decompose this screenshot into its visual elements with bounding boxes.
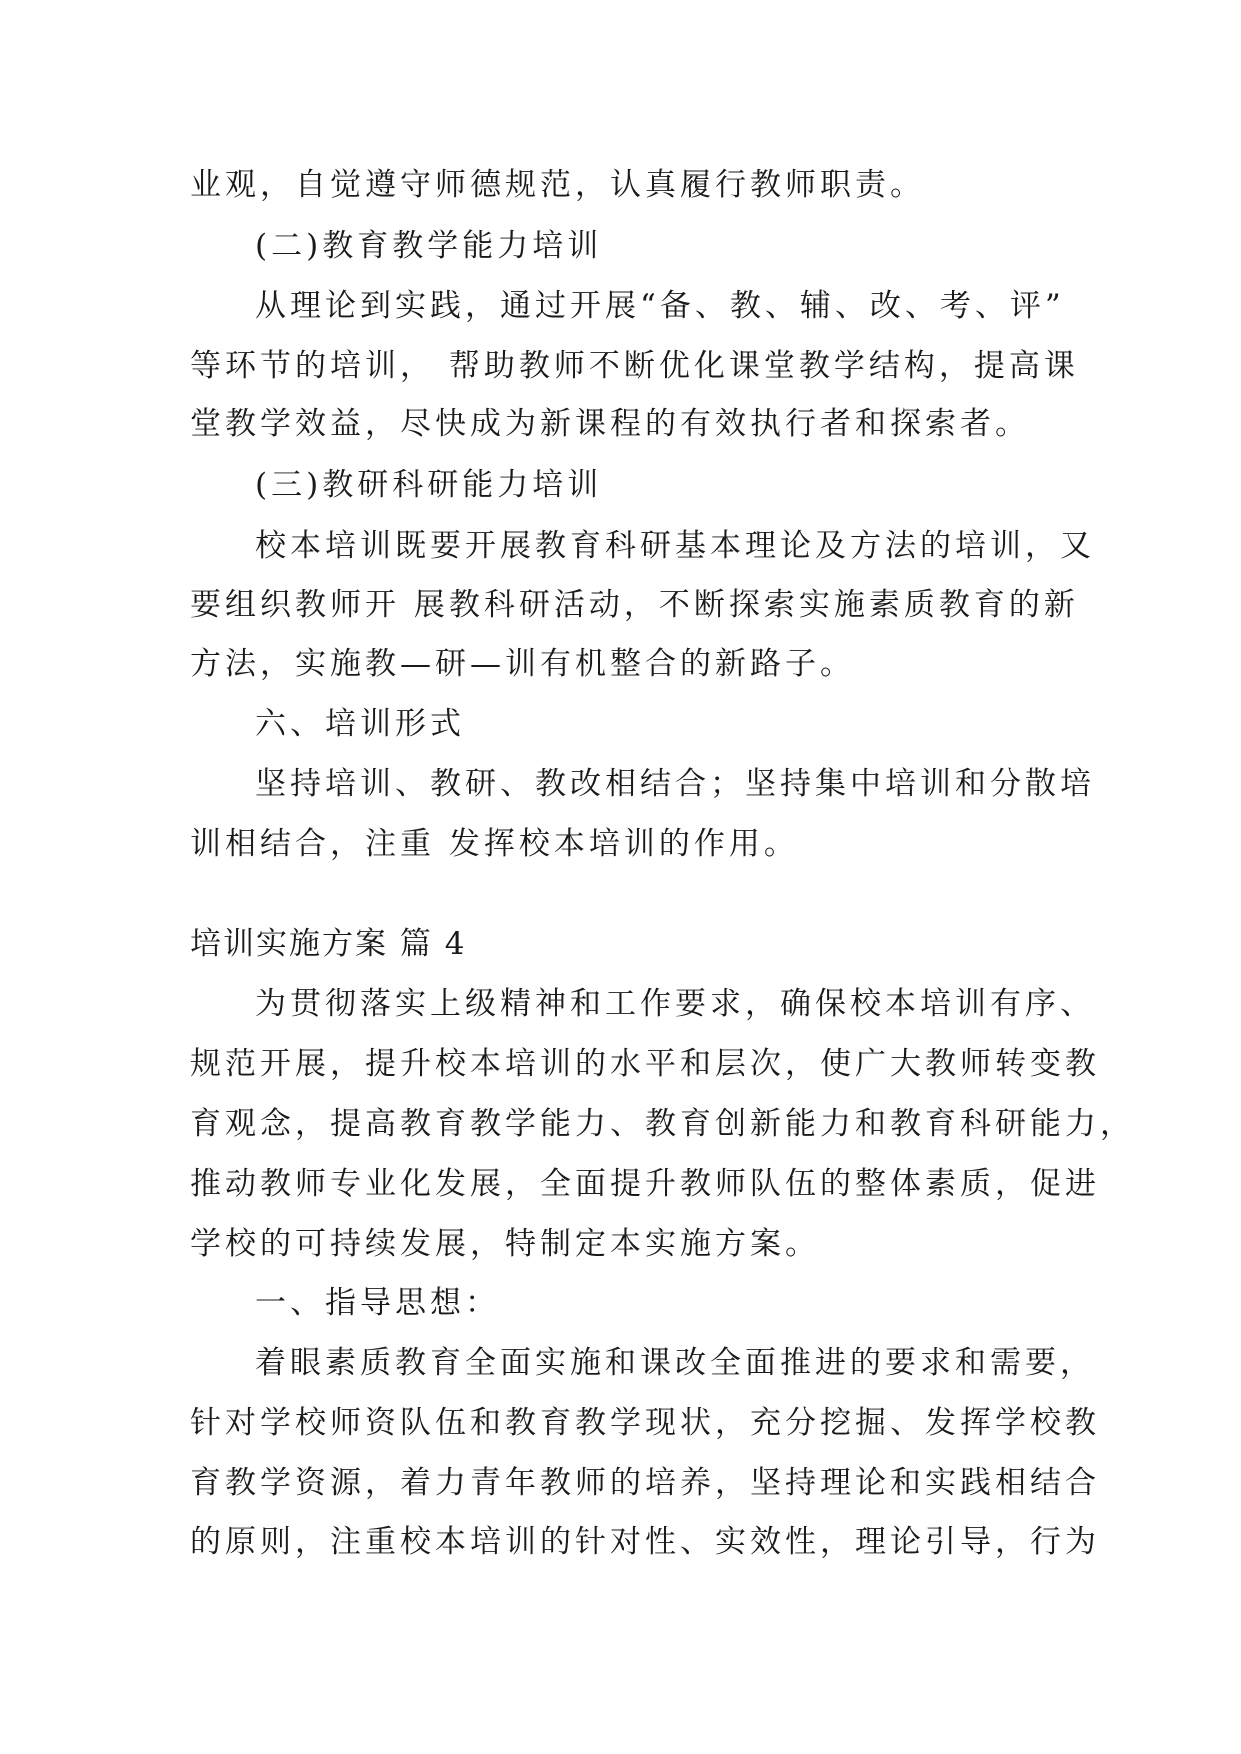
paragraph-line: 从理论到实践，通过开展“备、教、辅、改、考、评” <box>255 288 1065 324</box>
paragraph-line: 坚持培训、教研、教改相结合；坚持集中培训和分散培 <box>255 766 1095 802</box>
paragraph-line: 堂教学效益，尽快成为新课程的有效执行者和探索者。 <box>190 406 1030 442</box>
paragraph-line: 推动教师专业化发展，全面提升教师队伍的整体素质，促进 <box>190 1166 1100 1202</box>
paragraph-line: 为贯彻落实上级精神和工作要求，确保校本培训有序、 <box>255 986 1095 1022</box>
paragraph-line: 育观念，提高教育教学能力、教育创新能力和教育科研能力， <box>190 1106 1135 1142</box>
paragraph-line: 校本培训既要开展教育科研基本理论及方法的培训，又 <box>255 528 1095 564</box>
paragraph-line: 的原则，注重校本培训的针对性、实效性，理论引导，行为 <box>190 1524 1100 1560</box>
paragraph-line: 规范开展，提升校本培训的水平和层次，使广大教师转变教 <box>190 1046 1100 1082</box>
paragraph-line: 训相结合，注重 发挥校本培训的作用。 <box>190 826 799 862</box>
section-heading: 六、培训形式 <box>255 706 465 742</box>
section-heading: (二)教育教学能力培训 <box>255 228 603 264</box>
section-heading: (三)教研科研能力培训 <box>255 467 603 503</box>
paragraph-line: 育教学资源，着力青年教师的培养，坚持理论和实践相结合 <box>190 1465 1100 1501</box>
section-heading: 一、指导思想： <box>255 1285 500 1321</box>
article-title: 培训实施方案 篇 4 <box>190 926 467 962</box>
paragraph-line: 着眼素质教育全面实施和课改全面推进的要求和需要， <box>255 1345 1095 1381</box>
paragraph-line: 等环节的培训， 帮助教师不断优化课堂教学结构，提高课 <box>190 348 1079 384</box>
paragraph-line: 业观，自觉遵守师德规范，认真履行教师职责。 <box>190 167 925 203</box>
paragraph-line: 方法，实施教—研—训有机整合的新路子。 <box>190 646 855 682</box>
paragraph-line: 要组织教师开 展教科研活动，不断探索实施素质教育的新 <box>190 587 1079 623</box>
paragraph-line: 学校的可持续发展，特制定本实施方案。 <box>190 1226 820 1262</box>
paragraph-line: 针对学校师资队伍和教育教学现状，充分挖掘、发挥学校教 <box>190 1405 1100 1441</box>
